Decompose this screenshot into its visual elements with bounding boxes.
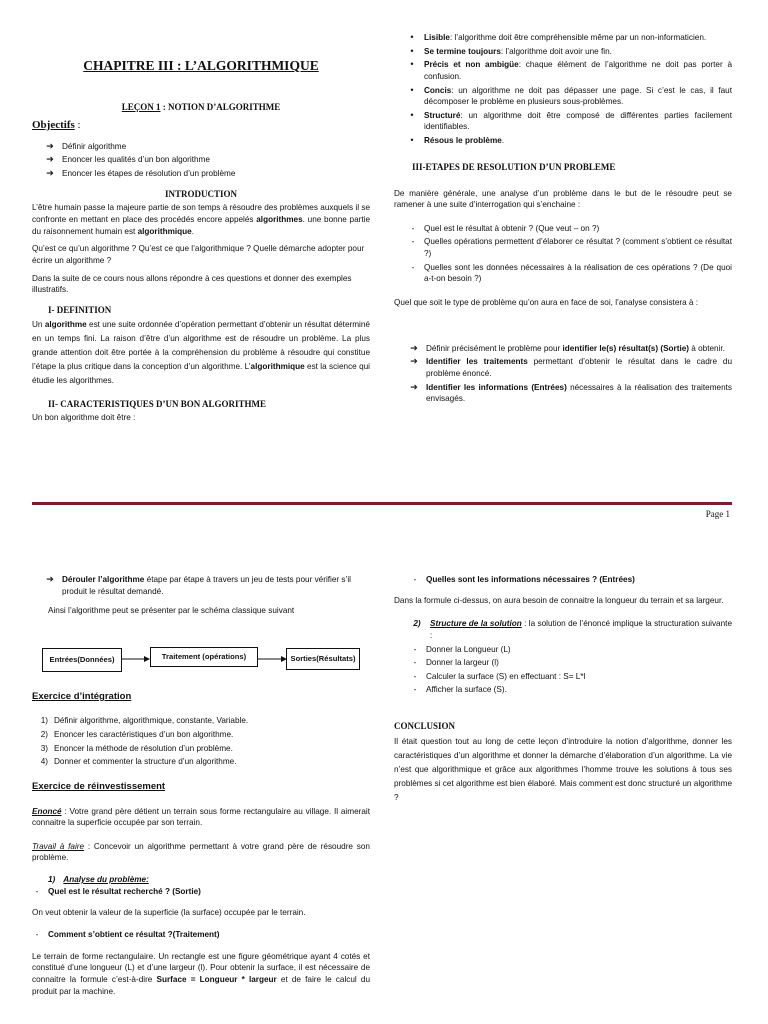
etapes-paragraph-2: Quel que soit le type de problème qu’on aura en face de soi, l’analyse consistera à :: [394, 298, 699, 308]
lecon-title: : NOTION D’ALGORITHME: [160, 102, 281, 113]
resultat-text: On veut obtenir la valeur de la superficie (la surface) occupée par le terrain.: [32, 908, 306, 918]
step4-list: [44, 574, 370, 597]
structure-list: [410, 644, 732, 697]
definition-paragraph: Un algorithme est une suite ordonnée d’opération permettant d’obtenir un résultat déterminé en un temps fini. La raison d’être d’un algorithme est de résoudre un problème. La plus grande attention doit être portée à la compréhension du problème à résoudre qui constitue l’étape la plus critique dans la conception d’un algorithme. L’algorithmique est la science qui étudie les algorithmes.: [32, 319, 370, 386]
list-item: - Quel est le résultat à obtenir ? (Que veut – on ?): [411, 223, 600, 233]
list-item: ➔ Dérouler l’algorithme étape par étape à travers un jeu de tests pour vérifier s’il produit le résultat demandé.: [44, 574, 370, 597]
list-item: • Se termine toujours: l’algorithme doit avoir une fin.: [406, 46, 732, 58]
page-divider: [32, 502, 732, 505]
list-item: • Précis et non ambigüe: chaque élément de l’algorithme ne doit pas porter à confusion.: [406, 59, 732, 82]
intro-paragraph-1: L’être humain passe la majeure partie de son temps à résoudre des problèmes auxquels il se confronte en mettant en place des procédés encore appelés algorithmes. une bonne partie du raisonnement humain est algorithmique.: [32, 203, 370, 236]
list-item: [44, 168, 370, 180]
definition-heading: I- DEFINITION: [48, 304, 112, 315]
list-item: - Quelles opérations permettent d’élaborer ce résultat ? (comment s’obtient ce résultat ?): [411, 237, 732, 259]
list-item: • Structuré: un algorithme doit être composé de différentes parties facilement identifiables.: [406, 110, 732, 133]
list-item: ➔ Identifier les traitements permettant d’obtenir le résultat dans le cadre du problème énoncé.: [408, 356, 732, 379]
schema-box-sorties: Sorties(Résultats): [286, 648, 360, 670]
page1-right-column: [394, 32, 732, 407]
arrow-icon: ➔: [46, 574, 54, 584]
etapes-heading: III-ETAPES DE RESOLUTION D’UN PROBLEME: [412, 161, 616, 172]
bullet-icon: •: [410, 109, 414, 120]
objectifs-heading: [32, 118, 370, 134]
schema-intro: Ainsi l’algorithme peut se présenter par le schéma classique suivant: [48, 606, 295, 616]
ex-integration-list: [34, 715, 370, 768]
question-entrees: - Quelles sont les informations nécessaires ? (Entrées): [413, 575, 635, 584]
traitement-text: Le terrain de forme rectangulaire. Un rectangle est une figure géométrique ayant 4 cotés et constitué d’une longueur (L) et d’une largeur (l). Pour obtenir la surface, il est nécessaire de connaitre la formule c’est-à-dire Surface = Longueur * largeur et de faire le calcul du produit par la machine.: [32, 951, 370, 996]
introduction-heading: INTRODUCTION: [164, 188, 237, 199]
list-item: ➔ Identifier les informations (Entrées) nécessaires à la réalisation des traitements envisagés.: [408, 382, 732, 405]
list-item: 1) Définir algorithme, algorithmique, constante, Variable.: [40, 716, 249, 726]
structure-heading: 2) Structure de la solution : la solution de l’énoncé implique la structuration suivante :: [413, 619, 732, 640]
objectifs-colon: :: [74, 118, 81, 131]
arrow-icon: ➔: [410, 342, 418, 353]
conclusion-heading: CONCLUSION: [394, 721, 456, 732]
caracteristiques-intro: Un bon algorithme doit être :: [32, 412, 136, 422]
lecon-label: LEÇON 1: [121, 102, 161, 113]
page2-left-column-lower: [32, 690, 370, 1003]
lecon-heading: [32, 101, 370, 114]
chapter-title: CHAPITRE III : L’ALGORITHMIQUE: [83, 58, 319, 73]
objectif-text: Enoncer les étapes de résolution d’un problème: [62, 168, 236, 178]
bullet-icon: •: [410, 135, 414, 146]
list-item: • Résous le problème.: [406, 135, 732, 147]
page2-left-column: [32, 574, 370, 623]
page2-right-column: [394, 574, 732, 811]
list-item: - Afficher la surface (S).: [413, 685, 507, 695]
list-item: - Calculer la surface (S) en effectuant : S= L*l: [413, 671, 586, 681]
conclusion-text: Il était question tout au long de cette leçon d’introduire la notion d’algorithme, donner les caractéristiques d’un algorithme et donner la démarche d’élaboration d’un algorithme. La vie n’est que algorithmique et grâce aux algorithmes l’homme trouve les solutions à tous ses problèmes si cet algorithme est bien élaboré. Mais comment est donc structuré un algorithme ?: [394, 736, 732, 803]
travail-paragraph: Travail à faire : Concevoir un algorithme permettant à votre grand père de résoudre son problème.: [32, 841, 370, 863]
list-item: - Donner la Longueur (L): [413, 644, 511, 654]
arrow-icon: ➔: [410, 356, 418, 367]
list-item: - Donner la largeur (l): [413, 658, 499, 668]
list-item: • Lisible: l’algorithme doit être compréhensible même par un non-informaticien.: [406, 32, 732, 44]
arrow-icon: ➔: [410, 381, 418, 392]
analyse-heading: 1) Analyse du problème:: [48, 875, 149, 885]
etapes-paragraph-1: De manière générale, une analyse d’un problème dans le but de le résoudre peut se ramener à une suite d’interrogation qui s’enchaine :: [394, 188, 732, 210]
schema-box-traitement: Traitement (opérations): [150, 647, 258, 667]
list-item: - Quelles sont les données nécessaires à la réalisation de ces opérations ? (De quoi a-t-on besoin ?): [411, 262, 732, 284]
steps-list: [408, 343, 732, 405]
list-item: [44, 141, 370, 153]
qualities-list: [406, 32, 732, 147]
intro-paragraph-3: Dans la suite de ce cours nous allons répondre à ces questions et donner des exemples illustratifs.: [32, 273, 352, 295]
objectifs-list: [44, 141, 370, 180]
question-traitement: - Comment s’obtient ce résultat ?(Traitement): [35, 930, 220, 940]
page1-left-column: [32, 56, 370, 430]
list-item: ➔ Définir précisément le problème pour identifier le(s) résultat(s) (Sortie) à obtenir.: [408, 343, 732, 355]
ex-reinvestissement-heading: Exercice de réinvestissement: [32, 781, 166, 793]
arrow-icon: ➔: [46, 154, 54, 165]
objectif-text: Définir algorithme: [62, 141, 127, 151]
schema-box-entrees: Entrées(Données): [42, 648, 122, 672]
list-item: 4) Donner et commenter la structure d’un algorithme.: [40, 757, 237, 767]
ex-integration-heading: Exercice d’intégration: [32, 691, 132, 702]
bullet-icon: •: [410, 84, 414, 95]
enonce-paragraph: Enoncé : Votre grand père détient un terrain sous forme rectangulaire au village. Il aimerait connaitre la superficie occupée par son terrain.: [32, 806, 370, 828]
question-resultat: - Quel est le résultat recherché ? (Sortie): [35, 886, 201, 896]
caracteristiques-heading: II- CARACTERISTIQUES D’UN BON ALGORITHME: [48, 399, 267, 410]
list-item: 3) Enoncer la méthode de résolution d’un problème.: [40, 743, 233, 753]
list-item: 2) Enoncer les caractéristiques d’un bon algorithme.: [40, 730, 234, 740]
bullet-icon: •: [410, 32, 414, 42]
arrow-icon: ➔: [46, 140, 54, 151]
questions-list: [408, 223, 732, 285]
list-item: • Concis: un algorithme ne doit pas dépasser une page. Si c’est le cas, il faut décomposer le problème en plusieurs sous-problèmes.: [406, 85, 732, 108]
intro-paragraph-2: Qu’est ce qu’un algorithme ? Qu’est ce que l’algorithmique ? Quelle démarche adopter pour écrire un algorithme ?: [32, 244, 365, 265]
bullet-icon: •: [410, 59, 414, 70]
entrees-text: Dans la formule ci-dessus, on aura besoin de connaitre la longueur du terrain et sa largeur.: [394, 595, 724, 605]
arrow-icon: ➔: [46, 167, 54, 178]
list-item: [44, 154, 370, 166]
objectif-text: Enoncer les qualités d’un bon algorithme: [62, 155, 210, 165]
objectifs-label: Objectifs: [32, 118, 75, 131]
bullet-icon: •: [410, 45, 414, 56]
page-number: Page 1: [705, 509, 730, 519]
